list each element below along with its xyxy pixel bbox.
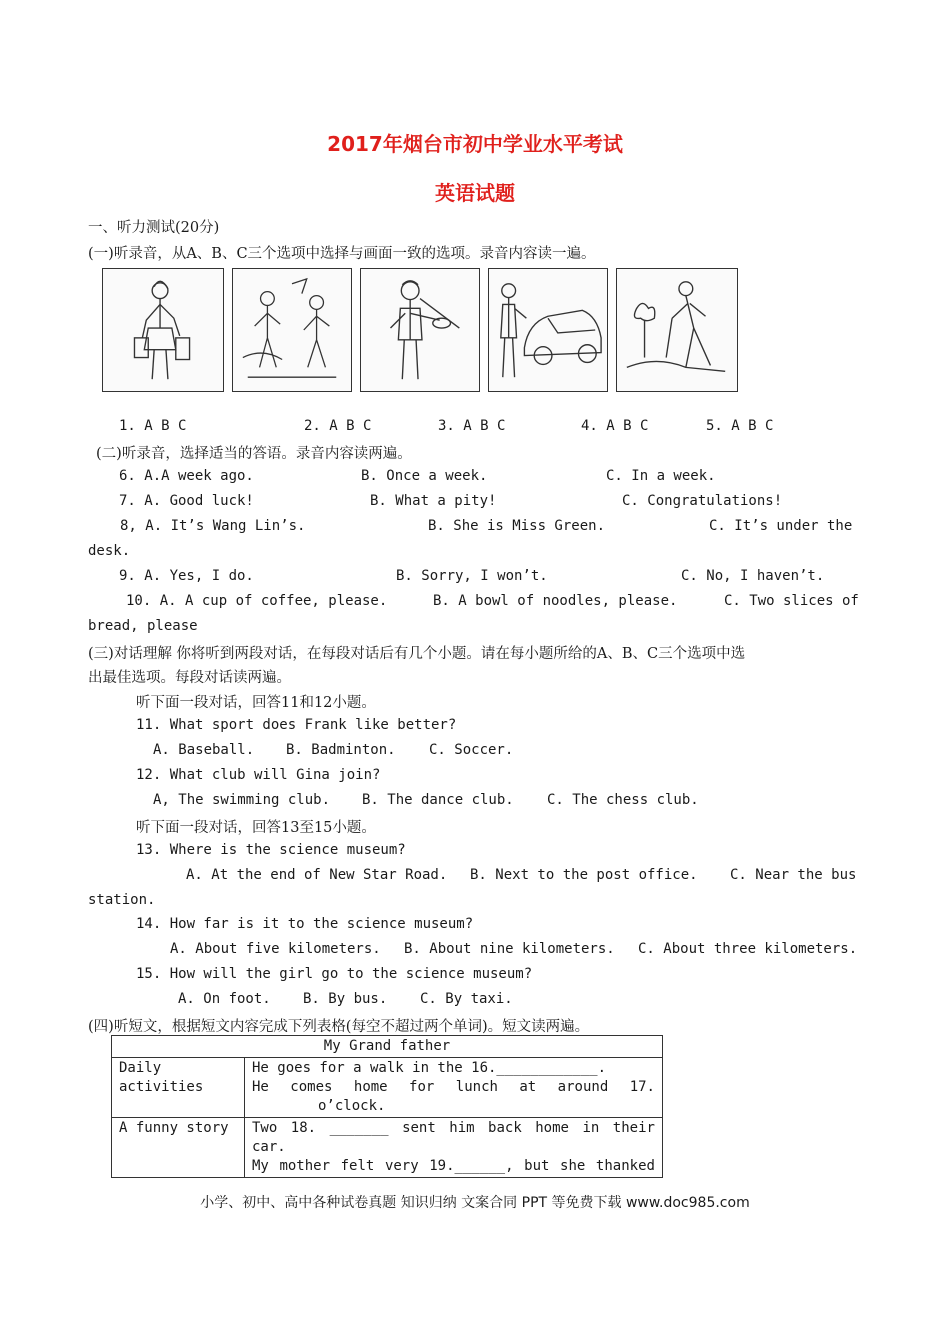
q12-option-a: A, The swimming club. — [153, 792, 331, 808]
word: in — [582, 1120, 600, 1136]
q15-option-a: A. On foot. — [178, 991, 271, 1007]
q11-option-b: B. Badminton. — [286, 742, 396, 758]
word: she — [560, 1158, 586, 1174]
q6-option-a: 6. A.A week ago. — [119, 468, 254, 484]
fill-in-table — [111, 1035, 663, 1178]
q12-option-b: B. The dance club. — [362, 792, 514, 808]
q11-option-a: A. Baseball. — [153, 742, 255, 758]
row-label-line: activities — [119, 1079, 204, 1095]
q8-option-a: 8, A. It’s Wang Lin’s. — [120, 518, 306, 534]
word: around — [557, 1079, 609, 1095]
man-washing-car-image — [488, 268, 608, 392]
q9-option-a: 9. A. Yes, I do. — [119, 568, 254, 584]
q6-option-c: C. In a week. — [606, 468, 716, 484]
q15-option-b: B. By bus. — [303, 991, 388, 1007]
word: 18. — [290, 1120, 317, 1136]
page-subtitle: 英语试题 — [435, 181, 515, 205]
q9-option-b: B. Sorry, I won’t. — [396, 568, 548, 584]
word: home — [353, 1079, 388, 1095]
q9-option-c: C. No, I haven’t. — [681, 568, 825, 584]
q7-option-b: B. What a pity! — [370, 493, 497, 509]
boy-playing-violin-image — [360, 268, 480, 392]
word: for — [409, 1079, 435, 1095]
blank-18-line — [252, 1119, 655, 1138]
q14-option-c: C. About three kilometers. — [638, 941, 858, 957]
row-label-line: Daily — [119, 1060, 162, 1076]
blank-17-line — [252, 1078, 655, 1097]
word: their — [612, 1120, 655, 1136]
q8-continuation: desk. — [88, 543, 131, 559]
part3-instruction-line1: (三)对话理解 你将听到两段对话，在每段对话后有几个小题。请在每小题所给的A、B、C三个选项中选 — [88, 646, 746, 662]
q12-question: 12. What club will Gina join? — [136, 767, 381, 783]
q8-option-b: B. She is Miss Green. — [428, 518, 606, 534]
row-content-daily — [245, 1058, 663, 1118]
word: very — [384, 1158, 419, 1174]
word: lunch — [455, 1079, 498, 1095]
word: thanked — [595, 1158, 655, 1174]
q6-option-b: B. Once a week. — [361, 468, 488, 484]
footer-text: 小学、初中、高中各种试卷真题 知识归纳 文案合同 PPT 等免费下载 www.doc985.com — [200, 1195, 750, 1211]
word: 19.______, — [429, 1158, 514, 1174]
q15-question: 15. How will the girl go to the science museum? — [136, 966, 533, 982]
q10-option-a: 10. A. A cup of coffee, please. — [126, 593, 388, 609]
q13-continuation: station. — [88, 892, 156, 908]
blank-16-line: He goes for a walk in the 16.____________. — [252, 1060, 607, 1076]
row-label-funny-story: A funny story — [112, 1118, 245, 1178]
word: Two — [252, 1120, 278, 1136]
q13-option-a: A. At the end of New Star Road. — [186, 867, 448, 883]
blank-18-continuation: car. — [252, 1139, 286, 1155]
word: _______ — [329, 1120, 389, 1136]
blank-17-continuation: o’clock. — [318, 1098, 386, 1114]
q14-option-b: B. About nine kilometers. — [404, 941, 615, 957]
row-content-funny-story — [245, 1118, 663, 1178]
q11-option-c: C. Soccer. — [429, 742, 514, 758]
word: home — [535, 1120, 569, 1136]
q13-option-b: B. Next to the post office. — [470, 867, 698, 883]
q7-option-c: C. Congratulations! — [622, 493, 783, 509]
q10-option-c: C. Two slices of — [724, 593, 859, 609]
part3-instruction-line2: 出最佳选项。每段对话读两遍。 — [88, 670, 291, 686]
dialog2-instruction: 听下面一段对话，回答13至15小题。 — [136, 820, 376, 836]
answer-choices-2: 2. A B C — [304, 418, 372, 434]
word: sent — [402, 1120, 436, 1136]
girl-shopping-bags-image — [102, 268, 224, 392]
part1-instruction: (一)听录音，从A、B、C三个选项中选择与画面一致的选项。录音内容读一遍。 — [88, 246, 596, 262]
word: He — [252, 1079, 269, 1095]
q7-option-a: 7. A. Good luck! — [119, 493, 254, 509]
dialog1-instruction: 听下面一段对话，回答11和12小题。 — [136, 695, 376, 711]
word: back — [488, 1120, 522, 1136]
answer-choices-3: 3. A B C — [438, 418, 506, 434]
word: comes — [290, 1079, 333, 1095]
part4-instruction: (四)听短文，根据短文内容完成下列表格(每空不超过两个单词)。短文读两遍。 — [88, 1019, 590, 1035]
word: mother — [279, 1158, 331, 1174]
word: My — [252, 1158, 269, 1174]
man-planting-tree-image — [616, 268, 738, 392]
picture-strip — [102, 268, 767, 392]
children-picnic-image — [232, 268, 352, 392]
table-title: My Grand father — [112, 1036, 663, 1058]
word: at — [519, 1079, 537, 1095]
answer-choices-1: 1. A B C — [119, 418, 187, 434]
answer-choices-4: 4. A B C — [581, 418, 649, 434]
word: but — [524, 1158, 550, 1174]
q12-option-c: C. The chess club. — [547, 792, 699, 808]
section-heading: 一、听力测试(20分) — [88, 220, 220, 236]
q10-option-b: B. A bowl of noodles, please. — [433, 593, 678, 609]
part2-instruction: (二)听录音，选择适当的答语。录音内容读两遍。 — [96, 446, 412, 462]
q14-question: 14. How far is it to the science museum? — [136, 916, 474, 932]
q13-question: 13. Where is the science museum? — [136, 842, 406, 858]
answer-choices-5: 5. A B C — [706, 418, 774, 434]
q11-question: 11. What sport does Frank like better? — [136, 717, 457, 733]
blank-19-line — [252, 1157, 655, 1176]
word: him — [449, 1120, 475, 1136]
page-title: 2017年烟台市初中学业水平考试 — [327, 132, 623, 156]
q10-continuation: bread, please — [88, 618, 198, 634]
q15-option-c: C. By taxi. — [420, 991, 513, 1007]
row-label-daily — [112, 1058, 245, 1118]
q8-option-c: C. It’s under the — [709, 518, 853, 534]
q14-option-a: A. About five kilometers. — [170, 941, 381, 957]
word: 17. — [629, 1079, 655, 1095]
q13-option-c: C. Near the bus — [730, 867, 857, 883]
word: felt — [340, 1158, 375, 1174]
